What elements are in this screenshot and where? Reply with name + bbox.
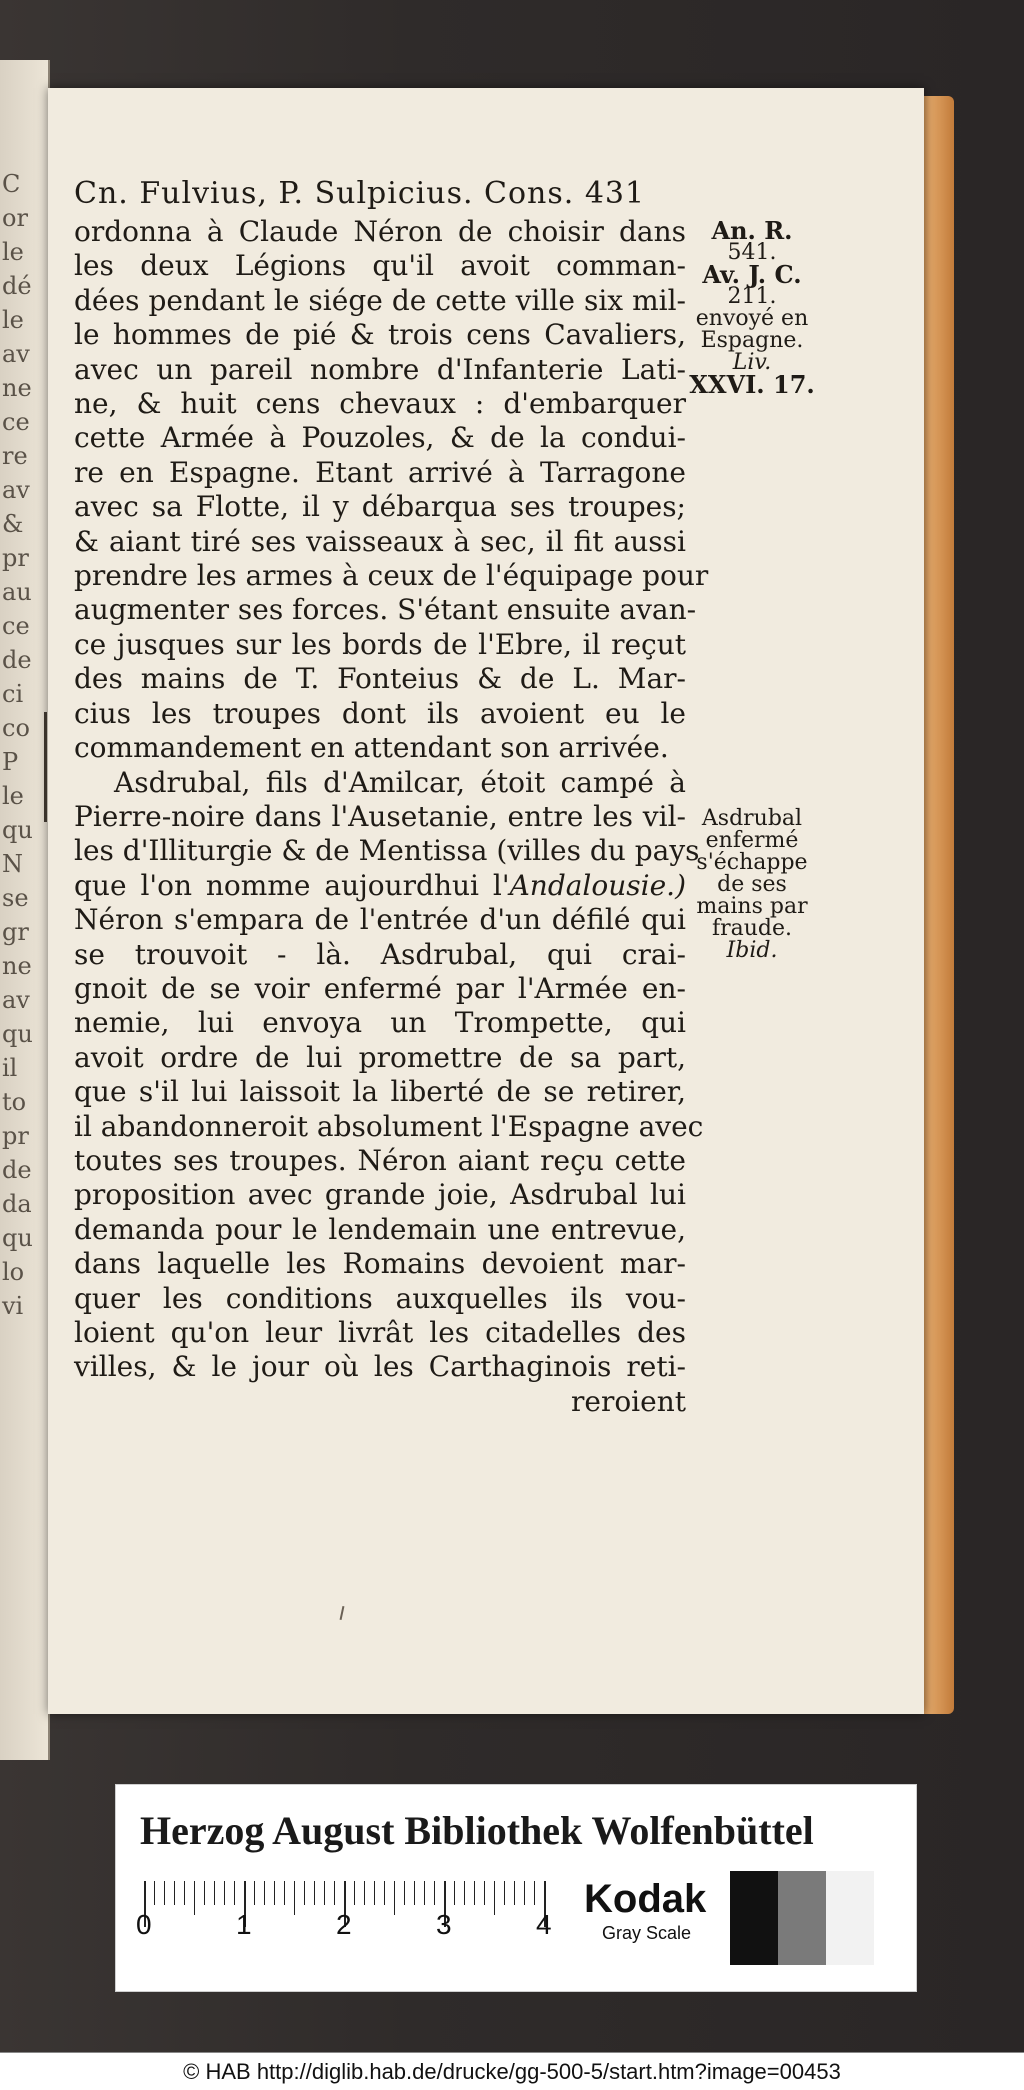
text-line: gnoit de se voir enfermé par l'Armée en- — [74, 971, 686, 1005]
margin-line: s'échappe — [696, 850, 808, 875]
ruler-tick — [374, 1881, 375, 1905]
text-line: & aiant tiré ses vaisseaux à sec, il fit aussi — [74, 524, 686, 558]
gray-swatch — [778, 1871, 826, 1965]
text-line: proposition avec grande joie, Asdrubal lui — [74, 1178, 686, 1212]
ruler-tick — [524, 1881, 525, 1905]
text-line: des mains de T. Fonteius & de L. Mar- — [74, 662, 686, 696]
text-line: que l'on nomme aujourdhui l'Andalousie.) — [74, 868, 686, 902]
text-line: le hommes de pié & trois cens Cavaliers, — [74, 318, 686, 352]
margin-line: Liv. — [732, 350, 772, 375]
text-line: avoit ordre de lui promettre de sa part, — [74, 1040, 686, 1074]
prev-page-fragment: de — [2, 646, 32, 674]
ruler-tick — [334, 1881, 335, 1905]
ruler-tick — [264, 1881, 265, 1905]
ruler-tick — [454, 1881, 455, 1905]
prev-page-fragment: av — [2, 986, 30, 1014]
prev-page-fragment: av — [2, 476, 30, 504]
ruler-tick — [404, 1881, 405, 1905]
ruler-tick — [384, 1881, 385, 1905]
text-line: quer les conditions auxquelles ils vou- — [74, 1281, 686, 1315]
ruler-tick — [424, 1881, 425, 1905]
margin-line: envoyé en — [695, 306, 809, 331]
margin-mark — [44, 712, 47, 822]
ruler-tick — [464, 1881, 465, 1905]
prev-page-fragment: P — [2, 748, 19, 776]
ruler-tick — [204, 1881, 205, 1905]
ruler-tick — [504, 1881, 505, 1905]
ruler-tick — [314, 1881, 315, 1905]
ruler-tick — [484, 1881, 485, 1905]
margin-line: mains par — [696, 894, 808, 919]
text-line: dées pendant le siége de cette ville six mil- — [74, 283, 686, 317]
ruler-tick — [294, 1881, 295, 1915]
library-name: Herzog August Bibliothek Wolfenbüttel — [140, 1808, 814, 1853]
margin-line: 211. — [727, 284, 777, 309]
gray-scale-label: Gray Scale — [602, 1923, 692, 1943]
prev-page-fragment: il — [2, 1054, 18, 1082]
prev-page-fragment: se — [2, 884, 29, 912]
ruler-tick — [214, 1881, 215, 1905]
prev-page-fragment: dé — [2, 272, 32, 300]
text-line: les deux Légions qu'il avoit comman- — [74, 249, 686, 283]
prev-page-fragment: da — [2, 1190, 32, 1218]
margin-note-date — [688, 216, 816, 399]
ruler-scale — [144, 1881, 584, 1927]
text-line: loient qu'on leur livrât les citadelles des — [74, 1316, 686, 1349]
margin-line: Av. J. C. — [702, 260, 802, 289]
prev-page-fragment: C — [2, 170, 21, 198]
text-line: il abandonneroit absolument l'Espagne avec — [74, 1109, 704, 1143]
text-line: nemie, lui envoya un Trompette, qui — [74, 1006, 686, 1040]
prev-page-fragment: & — [2, 510, 24, 538]
prev-page-fragment: le — [2, 306, 24, 334]
previous-page-edge — [0, 60, 50, 1760]
text-line: toutes ses troupes. Néron aiant reçu cette — [74, 1143, 686, 1177]
text-line: Asdrubal, fils d'Amilcar, étoit campé à — [114, 765, 686, 799]
kodak-logo: Kodak — [584, 1877, 707, 1921]
prev-page-fragment: co — [2, 714, 30, 742]
ruler-number: 3 — [436, 1909, 452, 1940]
color-reference-card — [115, 1784, 917, 1992]
copyright-footer: © HAB http://diglib.hab.de/drucke/gg-500-5/start.htm?image=00453 — [0, 2052, 1024, 2090]
text-line: cius les troupes dont ils avoient eu le — [74, 696, 686, 730]
prev-page-fragment: vi — [2, 1292, 24, 1320]
prev-page-fragment: lo — [2, 1258, 25, 1286]
ruler-tick — [274, 1881, 275, 1905]
prev-page-fragment: ne — [2, 374, 32, 402]
prev-page-fragment: qu — [2, 1224, 33, 1252]
prev-page-fragment: ce — [2, 612, 30, 640]
margin-line: Ibid. — [726, 938, 778, 963]
prev-page-fragment: to — [2, 1088, 27, 1116]
ruler-tick — [184, 1881, 185, 1905]
gray-swatch — [826, 1871, 874, 1965]
ruler-tick — [254, 1881, 255, 1905]
ruler-tick — [154, 1881, 155, 1905]
margin-line: enfermé — [705, 828, 799, 853]
margin-line: 541. — [727, 240, 777, 265]
ruler-tick — [514, 1881, 515, 1905]
ruler-tick — [324, 1881, 325, 1905]
prev-page-fragment: de — [2, 1156, 32, 1184]
text-line: commandement en attendant son arrivée. — [74, 731, 669, 765]
ruler-tick — [234, 1881, 235, 1905]
prev-page-fragment: le — [2, 782, 24, 810]
ruler-tick — [354, 1881, 355, 1905]
prev-page-fragment: au — [2, 578, 32, 606]
ruler-tick — [434, 1881, 435, 1905]
prev-page-fragment: re — [2, 442, 28, 470]
text-line: les d'Illiturgie & de Mentissa (villes du pays — [74, 834, 700, 868]
ruler-number: 1 — [236, 1909, 252, 1940]
ruler-tick — [164, 1881, 165, 1905]
ruler-tick — [304, 1881, 305, 1905]
margin-line: XXVI. 17. — [689, 370, 815, 399]
prev-page-fragment: le — [2, 238, 24, 266]
page-text — [74, 176, 709, 1419]
text-line: se trouvoit - là. Asdrubal, qui crai- — [74, 937, 686, 971]
text-line: ne, & huit cens chevaux : d'embarquer — [74, 387, 686, 421]
text-line: re en Espagne. Etant arrivé à Tarragone — [74, 455, 686, 489]
prev-page-fragment: ci — [2, 680, 24, 708]
running-header: Cn. Fulvius, P. Sulpicius. Cons. 431 — [74, 176, 646, 211]
prev-page-fragment: ne — [2, 952, 32, 980]
ruler-tick — [494, 1881, 495, 1915]
ruler-tick — [414, 1881, 415, 1905]
text-line: cette Armée à Pouzoles, & de la condui- — [74, 421, 686, 455]
prev-page-fragment: av — [2, 340, 30, 368]
ruler-number: 4 — [536, 1909, 552, 1940]
ruler-number: 2 — [336, 1909, 352, 1940]
prev-page-fragment: pr — [2, 544, 29, 572]
margin-line: de ses — [717, 872, 787, 897]
text-line: Néron s'empara de l'entrée d'un défilé qui — [74, 903, 686, 937]
text-line: villes, & le jour où les Carthaginois reti- — [74, 1350, 686, 1384]
margin-line: Espagne. — [700, 328, 804, 353]
ruler-tick — [224, 1881, 225, 1905]
margin-line: fraude. — [711, 916, 793, 941]
ruler-tick — [364, 1881, 365, 1905]
ruler-tick — [534, 1881, 535, 1905]
prev-page-fragment: N — [2, 850, 23, 878]
ruler-tick — [474, 1881, 475, 1905]
text-line: Pierre-noire dans l'Ausetanie, entre les vil- — [74, 799, 686, 833]
prev-page-fragment: qu — [2, 816, 33, 844]
margin-note-asdrubal — [688, 808, 816, 962]
text-line: avec sa Flotte, il y débarqua ses troupes; — [74, 490, 686, 524]
text-line: dans laquelle les Romains devoient mar- — [74, 1247, 686, 1281]
prev-page-fragment: gr — [2, 918, 29, 946]
text-line: augmenter ses forces. S'étant ensuite avan- — [74, 593, 697, 627]
ruler-tick — [174, 1881, 175, 1905]
prev-page-fragment: ce — [2, 408, 30, 436]
margin-line: An. R. — [711, 216, 793, 245]
margin-line: Asdrubal — [701, 806, 803, 831]
ruler-tick — [194, 1881, 195, 1915]
ruler-tick — [394, 1881, 395, 1915]
text-line: ordonna à Claude Néron de choisir dans — [74, 215, 686, 248]
text-line: demanda pour le lendemain une entrevue, — [74, 1212, 686, 1246]
text-line: avec un pareil nombre d'Infanterie Lati- — [74, 352, 686, 386]
ruler-tick — [284, 1881, 285, 1905]
body-text — [74, 215, 709, 1419]
text-line: prendre les armes à ceux de l'équipage pour — [74, 559, 709, 593]
prev-page-fragment: qu — [2, 1020, 33, 1048]
text-line: ce jusques sur les bords de l'Ebre, il reçut — [74, 627, 686, 661]
text-line: que s'il lui laissoit la liberté de se retirer, — [74, 1075, 686, 1109]
prev-page-fragment: or — [2, 204, 28, 232]
ruler-number: 0 — [136, 1909, 152, 1940]
text-line: reroient — [570, 1384, 686, 1418]
prev-page-fragment: pr — [2, 1122, 29, 1150]
gray-swatch — [730, 1871, 778, 1965]
